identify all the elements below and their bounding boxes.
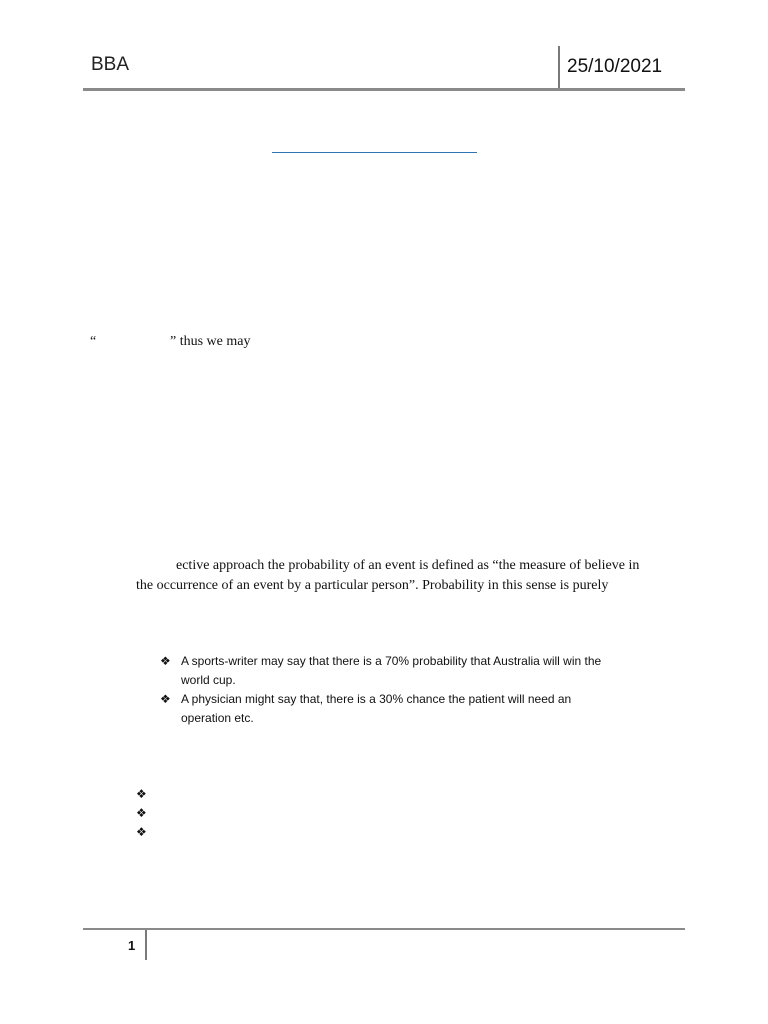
link-underline [272, 152, 477, 153]
diamond-bullet-icon: ❖ [160, 692, 171, 706]
header-date: 25/10/2021 [567, 56, 663, 77]
bullet-line-2: world cup. [181, 673, 236, 687]
footer-divider [145, 930, 147, 960]
bullet-line-1: A physician might say that, there is a 30% chance the patient will need an [181, 692, 572, 706]
bullet-item [160, 690, 680, 728]
header-course: BBA [91, 54, 130, 75]
bullet-line-1: A sports-writer may say that there is a 70% probability that Australia will win the [181, 654, 602, 668]
quote-open-fragment: “ [90, 334, 97, 349]
header-rule [83, 88, 685, 91]
diamond-bullet-icon: ❖ [160, 654, 171, 668]
bullet-item [160, 652, 680, 690]
header-divider [558, 46, 560, 88]
diamond-bullet-icon: ❖ [136, 825, 147, 839]
paragraph-line-1: ective approach the probability of an event is defined as “the measure of believe in [176, 558, 640, 573]
example-bullet-list [160, 652, 680, 728]
quote-rest-fragment: ” thus we may [170, 334, 251, 349]
diamond-bullet-icon: ❖ [136, 806, 147, 820]
page-number: 1 [128, 938, 136, 953]
footer-rule [83, 928, 685, 930]
diamond-bullet-icon: ❖ [136, 787, 147, 801]
bullet-line-2: operation etc. [181, 711, 254, 725]
paragraph-line-2: the occurrence of an event by a particular person”. Probability in this sense is purely [136, 578, 609, 593]
